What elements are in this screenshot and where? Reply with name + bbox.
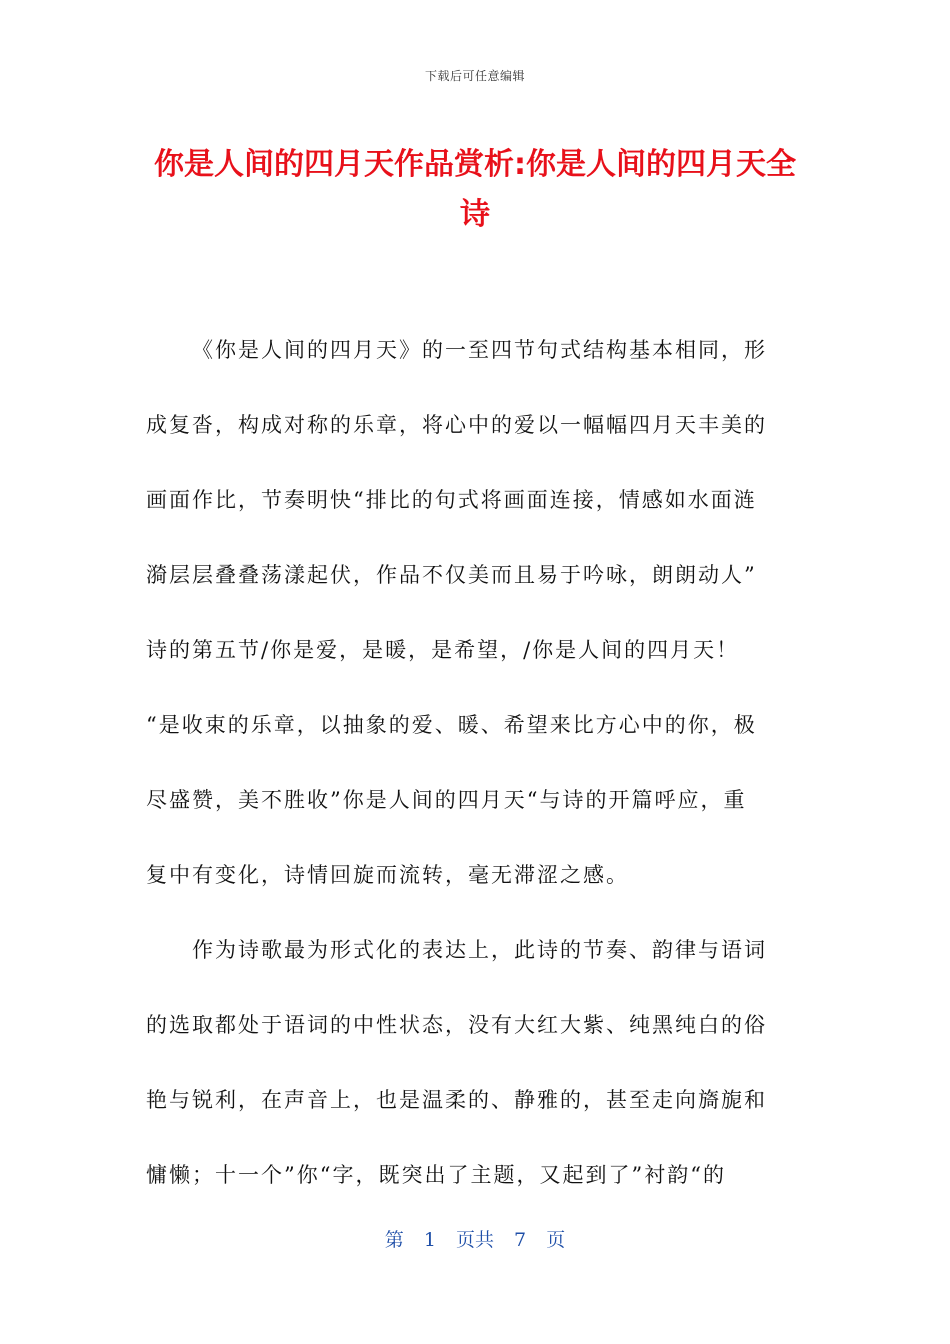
page-footer	[0, 1225, 950, 1252]
current-page-number: 1	[423, 1229, 436, 1251]
header-note: 下载后可任意编辑	[424, 69, 525, 83]
paragraph-1	[146, 313, 790, 913]
text-line: 画面作比，节奏明快“排比的句式将画面连接，情感如水面涟	[146, 488, 757, 512]
footer-suffix: 页	[546, 1229, 566, 1251]
text-line: 慵懒；十一个”你“字，既突出了主题，又起到了”衬韵“的	[146, 1163, 726, 1187]
text-line: 的选取都处于语词的中性状态，没有大红大紫、纯黑纯白的俗	[146, 1013, 767, 1037]
text-line: 艳与锐利，在声音上，也是温柔的、静雅的，甚至走向旖旎和	[146, 1088, 767, 1112]
text-line: 作为诗歌最为形式化的表达上，此诗的节奏、韵律与语词	[192, 938, 767, 962]
text-line: 尽盛赞，美不胜收”你是人间的四月天“与诗的开篇呼应，重	[146, 788, 747, 812]
paragraph-2	[146, 913, 790, 1213]
text-line: 诗的第五节/你是爱，是暖，是希望，/你是人间的四月天！	[146, 638, 740, 662]
footer-middle: 页共	[455, 1229, 494, 1251]
text-line: 复中有变化，诗情回旋而流转，毫无滞涩之感。	[146, 863, 629, 887]
document-body	[146, 313, 790, 1213]
text-line: “是收束的乐章，以抽象的爱、暖、希望来比方心中的你，极	[146, 713, 757, 737]
document-title: 你是人间的四月天作品赏析:你是人间的四月天全诗	[154, 147, 796, 232]
text-line: 《你是人间的四月天》的一至四节句式结构基本相同，形	[192, 338, 767, 362]
text-line: 成复沓，构成对称的乐章，将心中的爱以一幅幅四月天丰美的	[146, 413, 767, 437]
footer-prefix: 第	[384, 1229, 404, 1251]
total-pages-number: 7	[514, 1229, 527, 1251]
text-line: 漪层层叠叠荡漾起伏，作品不仅美而且易于吟咏，朗朗动人”	[146, 563, 757, 587]
